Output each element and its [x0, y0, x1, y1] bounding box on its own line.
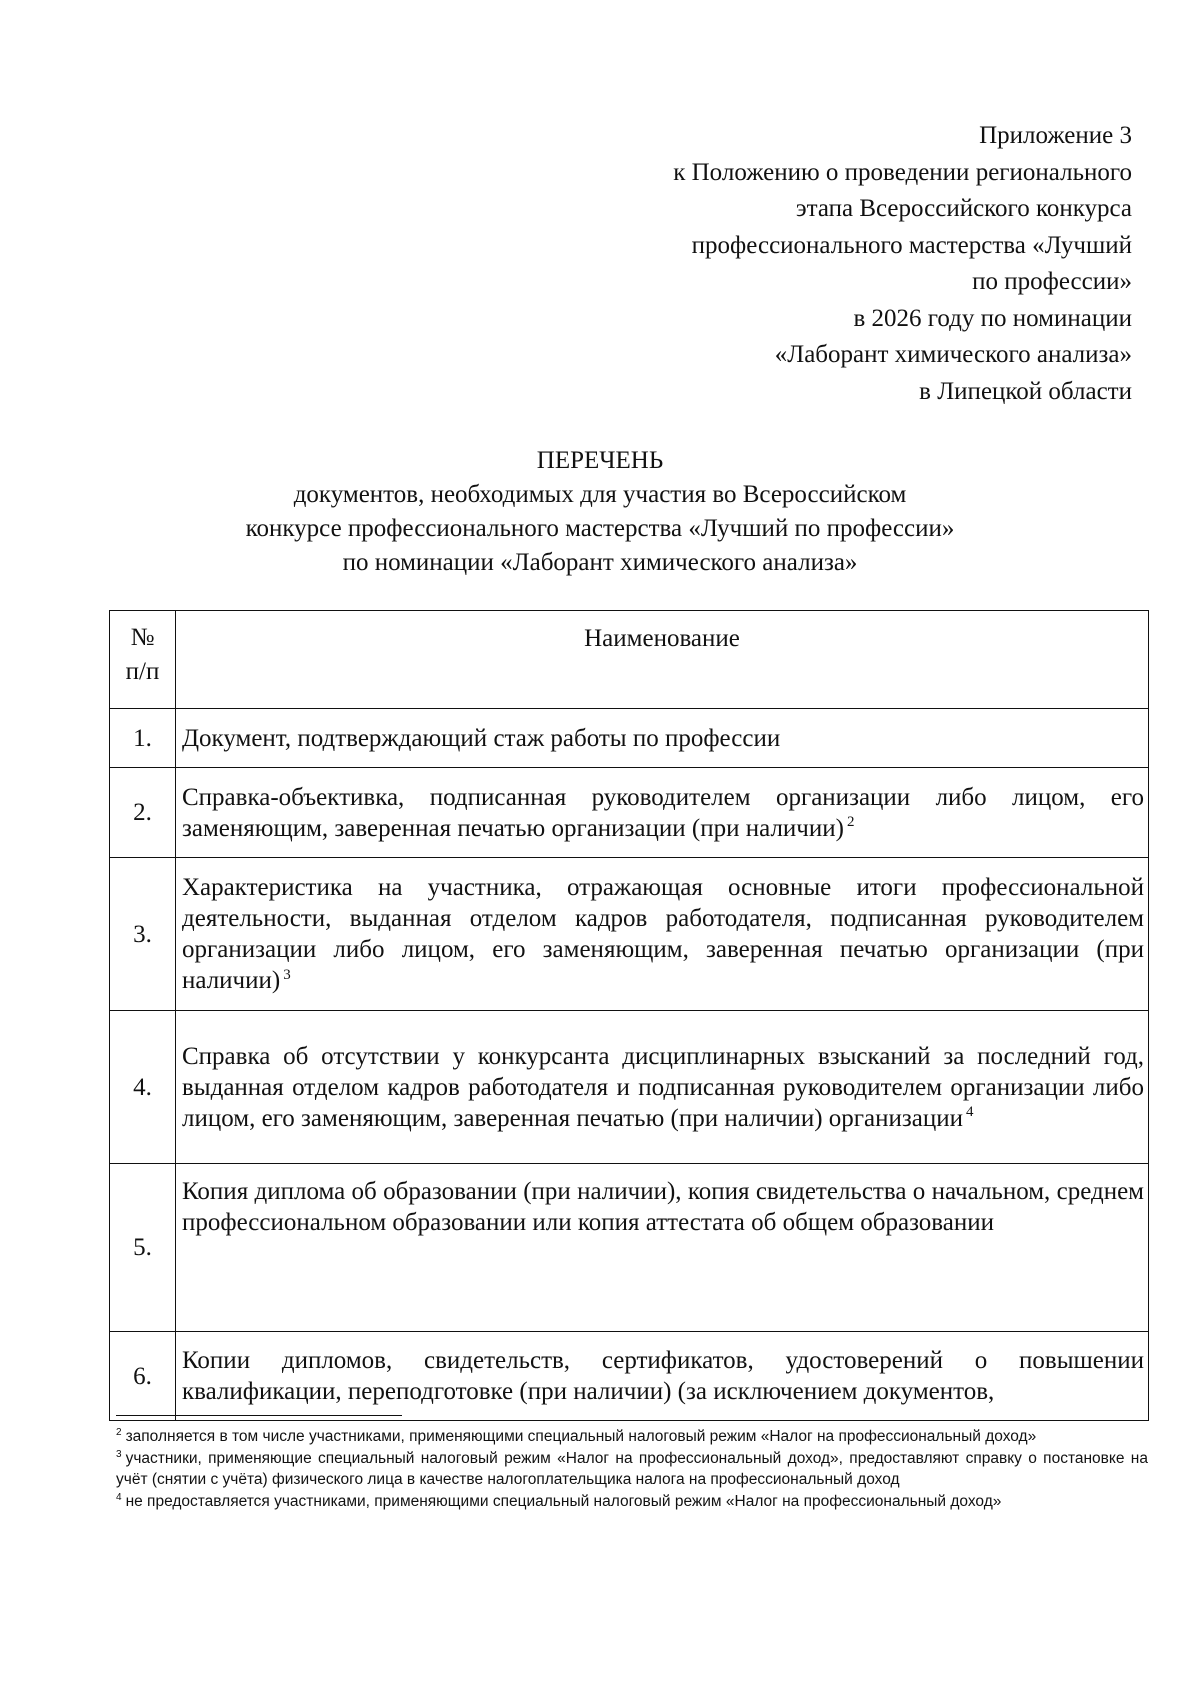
table-row — [110, 1011, 1149, 1164]
title-line: конкурсе профессионального мастерства «Лучший по профессии» — [245, 515, 955, 542]
document-title — [100, 444, 1100, 580]
footnote-item — [116, 1426, 1148, 1447]
table-row — [110, 858, 1149, 1011]
row-text: Копия диплома об образовании (при наличии), копия свидетельства о начальном, среднем профессиональном образовании или копия аттестата об общем образовании — [182, 1178, 1144, 1236]
footnote-ref: 3 — [283, 966, 291, 983]
row-text: Характеристика на участника, отражающая основные итоги профессиональной деятельности, выданная отделом кадров работодателя, подписанная руководителем организации либо лицом, его заменяющим, заверенная печатью организации (при наличии) — [182, 874, 1144, 994]
title-line: по номинации «Лаборант химического анализа» — [342, 549, 858, 576]
header-number-label: п/п — [125, 658, 160, 685]
header-number-cell — [110, 611, 176, 709]
row-text-cell — [176, 768, 1149, 858]
footnote-separator — [116, 1415, 402, 1416]
row-number: 5. — [110, 1164, 176, 1332]
table-header-row — [110, 611, 1149, 709]
table-row — [110, 1164, 1149, 1332]
footnote-text: заполняется в том числе участниками, применяющими специальный налоговый режим «Налог на профессиональный доход» — [125, 1428, 1037, 1445]
row-number: 6. — [110, 1332, 176, 1421]
footnote-mark: 4 — [116, 1491, 122, 1503]
appendix-header-line: в Липецкой области — [919, 377, 1132, 405]
footnote-mark: 2 — [116, 1426, 122, 1438]
documents-table — [109, 610, 1149, 1421]
header-name-cell: Наименование — [176, 611, 1149, 709]
row-text-cell — [176, 1332, 1149, 1421]
table-row — [110, 709, 1149, 768]
footnote-item — [116, 1448, 1148, 1490]
row-text-cell — [176, 709, 1149, 768]
row-number: 3. — [110, 858, 176, 1011]
appendix-header-line: «Лаборант химического анализа» — [774, 341, 1132, 368]
row-text-cell — [176, 1164, 1149, 1332]
row-text-cell — [176, 1011, 1149, 1164]
row-text: Копии дипломов, свидетельств, сертификатов, удостоверений о повышении квалификации, переподготовке (при наличии) (за исключением документов, — [182, 1347, 1144, 1405]
footnote-text: не предоставляется участниками, применяющими специальный налоговый режим «Налог на профессиональный доход» — [125, 1493, 1002, 1510]
header-number-symbol: № — [130, 624, 155, 651]
row-number: 1. — [110, 709, 176, 768]
row-number: 2. — [110, 768, 176, 858]
row-number: 4. — [110, 1011, 176, 1164]
appendix-header-line: по профессии» — [972, 268, 1132, 295]
row-text: Документ, подтверждающий стаж работы по профессии — [182, 724, 781, 752]
row-text: Справка-объективка, подписанная руководителем организации либо лицом, его заменяющим, заверенная печатью организации (при наличии) — [182, 783, 1144, 842]
footnote-ref: 2 — [846, 814, 855, 831]
appendix-header — [572, 118, 1132, 410]
table-row — [110, 768, 1149, 858]
appendix-header-line: к Положению о проведении регионального — [673, 158, 1132, 186]
row-text-cell — [176, 858, 1149, 1011]
appendix-header-line: этапа Всероссийского конкурса — [795, 195, 1132, 222]
table-row — [110, 1332, 1149, 1421]
title-line: документов, необходимых для участия во Всероссийском — [293, 481, 907, 508]
footnote-ref: 4 — [966, 1104, 974, 1121]
footnotes-block — [116, 1426, 1148, 1513]
title-heading: ПЕРЕЧЕНЬ — [536, 447, 664, 474]
footnote-text: участники, применяющие специальный налоговый режим «Налог на профессиональный доход», предоставляют справку о постановке на учёт (снятии с учёта) физического лица в качестве налогоплательщика налога на профессиональный доход — [116, 1450, 1148, 1488]
footnote-item — [116, 1491, 1148, 1512]
footnote-mark: 3 — [116, 1448, 122, 1460]
row-text: Справка об отсутствии у конкурсанта дисциплинарных взысканий за последний год, выданная отделом кадров работодателя и подписанная руководителем организации либо лицом, его заменяющим, заверенная печатью (при наличии) организации — [182, 1042, 1144, 1132]
appendix-header-line: в 2026 году по номинации — [853, 304, 1132, 332]
appendix-header-line: Приложение 3 — [979, 122, 1132, 149]
appendix-header-line: профессионального мастерства «Лучший — [691, 231, 1132, 259]
